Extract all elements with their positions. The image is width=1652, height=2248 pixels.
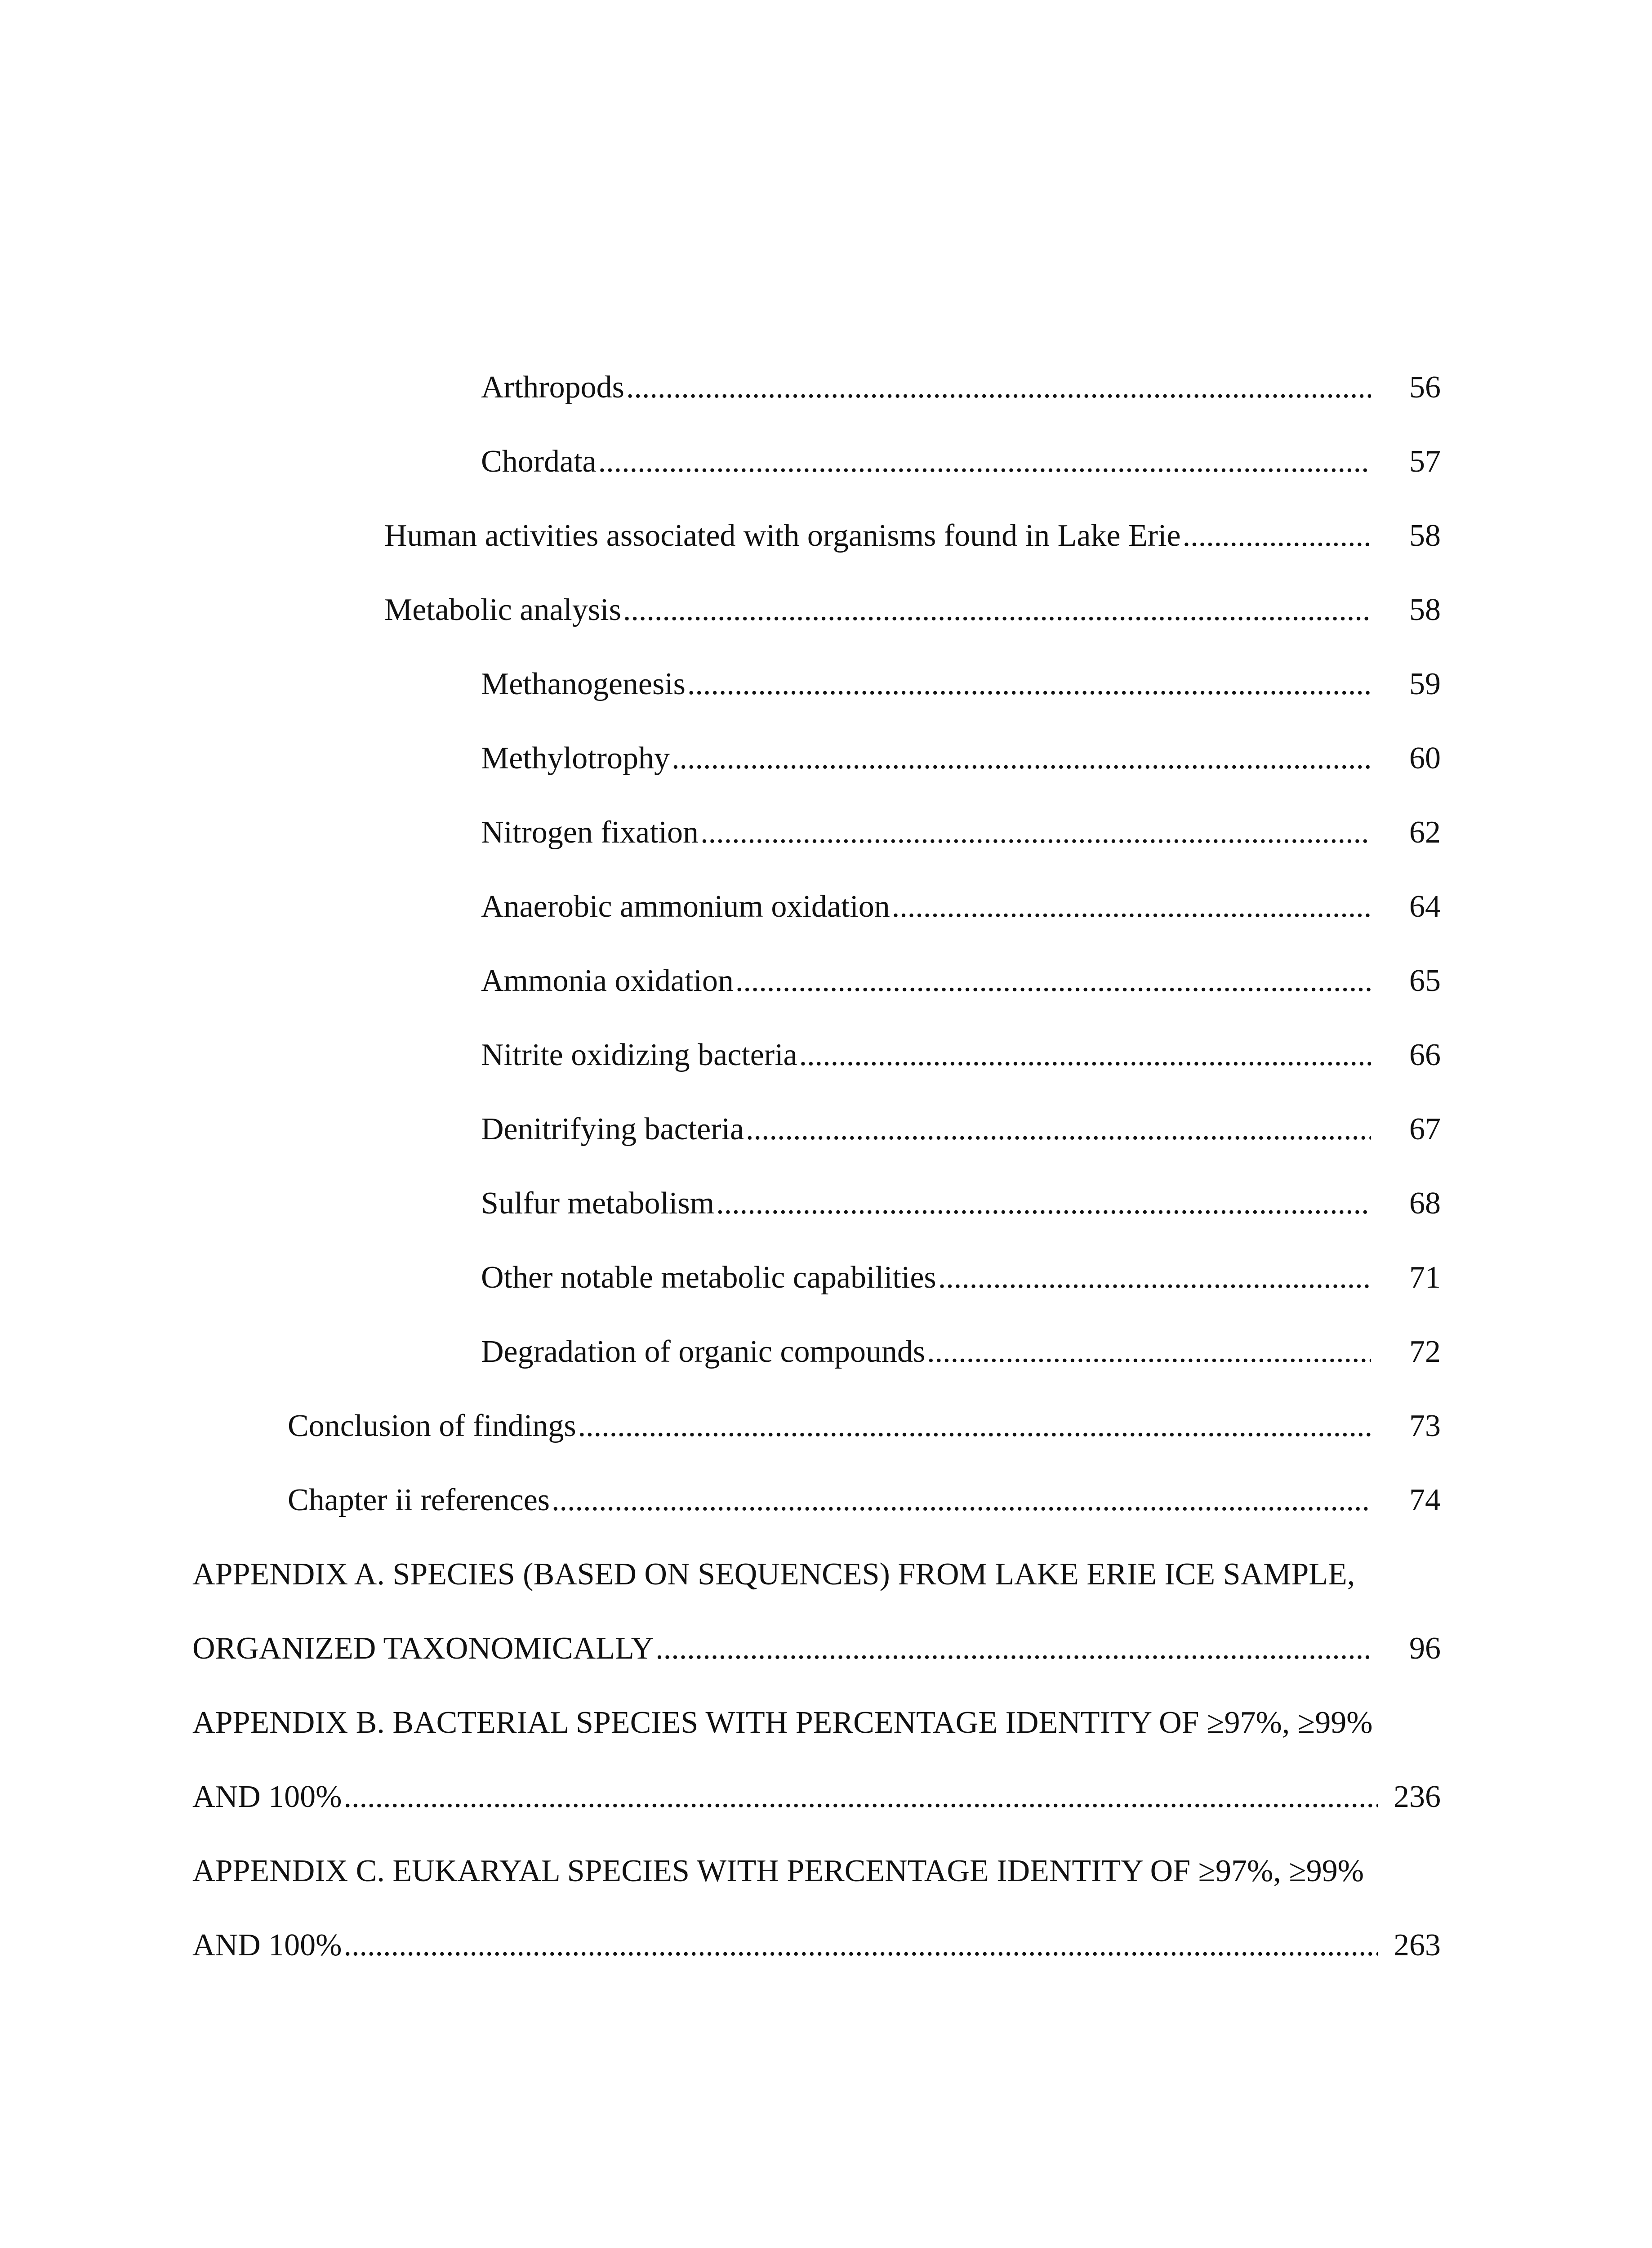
toc-page-number: 64 (1409, 889, 1441, 924)
dot-leader (552, 1478, 1371, 1523)
toc-page-number: 66 (1409, 1038, 1441, 1072)
toc-page-number: 96 (1409, 1631, 1441, 1666)
dot-leader (746, 1107, 1371, 1152)
toc-page-number: 56 (1409, 370, 1441, 405)
toc-entry (0, 810, 1652, 864)
toc-page-number: 65 (1409, 963, 1441, 998)
dot-leader (700, 810, 1371, 855)
dot-leader (343, 1923, 1378, 1968)
toc-entry-title: ORGANIZED TAXONOMICALLY (192, 1631, 654, 1666)
toc-entry (0, 1478, 1652, 1532)
toc-entry (0, 736, 1652, 790)
toc-entry (0, 1404, 1652, 1458)
toc-entry (0, 365, 1652, 419)
dot-leader (626, 365, 1371, 410)
dot-leader (343, 1775, 1378, 1820)
toc-entry (0, 1329, 1652, 1383)
toc-entry-title: Nitrogen fixation (481, 815, 699, 850)
dot-leader (578, 1404, 1371, 1449)
toc-page-number: 62 (1409, 815, 1441, 850)
dot-leader (623, 588, 1371, 633)
toc-page-number: 73 (1409, 1409, 1441, 1443)
toc-page-number: 58 (1409, 518, 1441, 553)
toc-entry (0, 1033, 1652, 1087)
toc-entry-title: AND 100% (192, 1780, 342, 1814)
dot-leader (892, 884, 1371, 929)
dot-leader (938, 1255, 1371, 1300)
toc-entry (0, 1923, 1652, 1977)
toc-page-number: 67 (1409, 1112, 1441, 1146)
dot-leader (799, 1033, 1371, 1078)
toc-entry (0, 439, 1652, 493)
appendix-c-line1: APPENDIX C. EUKARYAL SPECIES WITH PERCENTAGE IDENTITY OF ≥97%, ≥99% (192, 1854, 1364, 1888)
toc-entry-title: Ammonia oxidation (481, 963, 734, 998)
toc-entry (0, 513, 1652, 567)
toc-page-number: 59 (1409, 667, 1441, 701)
appendix-b-line1: APPENDIX B. BACTERIAL SPECIES WITH PERCENTAGE IDENTITY OF ≥97%, ≥99% (192, 1705, 1373, 1740)
toc-entry-title: Human activities associated with organisms found in Lake Erie (384, 518, 1181, 553)
toc-entry (0, 884, 1652, 938)
toc-entry-title: Denitrifying bacteria (481, 1112, 744, 1146)
dot-leader (672, 736, 1371, 781)
toc-entry-title: Chordata (481, 444, 597, 479)
toc-entry (0, 1107, 1652, 1161)
toc-page-number: 68 (1409, 1186, 1441, 1221)
dot-leader (687, 662, 1371, 707)
dot-leader (655, 1626, 1371, 1671)
toc-entry-title: Anaerobic ammonium oxidation (481, 889, 890, 924)
dot-leader (716, 1181, 1371, 1226)
toc-entry-title: Conclusion of findings (288, 1409, 576, 1443)
toc-entry (0, 1626, 1652, 1680)
toc-entry-title: Methylotrophy (481, 741, 670, 776)
toc-entry-title: AND 100% (192, 1928, 342, 1963)
toc-page-number: 263 (1394, 1928, 1441, 1963)
toc-entry-title: Methanogenesis (481, 667, 686, 701)
toc-page-number: 74 (1409, 1483, 1441, 1517)
toc-page-number: 236 (1394, 1780, 1441, 1814)
toc-page-number: 60 (1409, 741, 1441, 776)
toc-entry-title: Metabolic analysis (384, 593, 621, 627)
dot-leader (927, 1329, 1371, 1374)
toc-entry-title: Arthropods (481, 370, 624, 405)
dot-leader (1183, 513, 1371, 558)
toc-entry (0, 588, 1652, 642)
toc-entry-title: Sulfur metabolism (481, 1186, 715, 1221)
appendix-a-line1: APPENDIX A. SPECIES (BASED ON SEQUENCES) FROM LAKE ERIE ICE SAMPLE, (192, 1557, 1355, 1592)
toc-entry (0, 1255, 1652, 1309)
dot-leader (735, 959, 1371, 1004)
toc-page-number: 57 (1409, 444, 1441, 479)
dot-leader (598, 439, 1371, 484)
toc-entry-title: Nitrite oxidizing bacteria (481, 1038, 797, 1072)
toc-entry (0, 1181, 1652, 1235)
toc-entry (0, 959, 1652, 1012)
toc-page-number: 58 (1409, 593, 1441, 627)
toc-entry (0, 662, 1652, 716)
toc-entry (0, 1775, 1652, 1829)
toc-entry-title: Other notable metabolic capabilities (481, 1260, 936, 1295)
toc-entry-title: Degradation of organic compounds (481, 1334, 926, 1369)
toc-entry-title: Chapter ii references (288, 1483, 550, 1517)
toc-page-number: 71 (1409, 1260, 1441, 1295)
toc-page-number: 72 (1409, 1334, 1441, 1369)
